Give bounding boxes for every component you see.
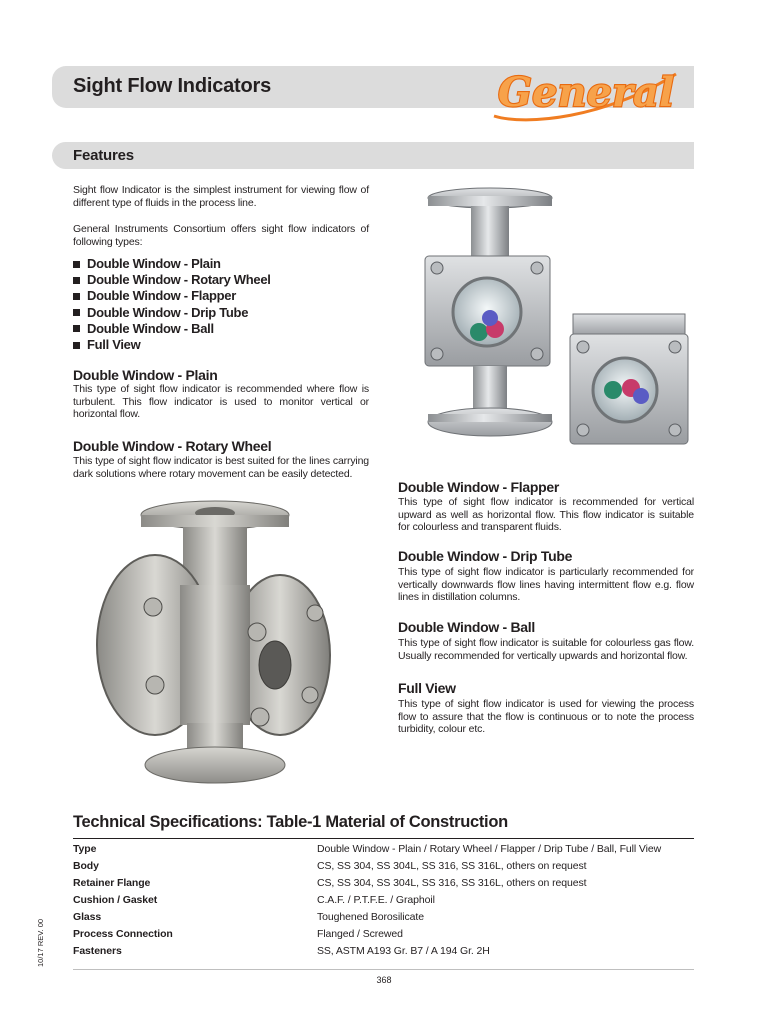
list-item: Double Window - Drip Tube	[73, 305, 271, 321]
list-item: Full View	[73, 337, 271, 353]
intro-paragraph-2: General Instruments Consortium offers sight flow indicators of following types:	[73, 223, 369, 248]
section-text-plain: This type of sight flow indicator is recommended where flow is turbulent. This flow indicator is used to monitor vertical or horizontal flow.	[73, 383, 369, 421]
section-title-plain: Double Window - Plain	[73, 367, 218, 383]
table-row: Cushion / Gasket C.A.F. / P.T.F.E. / Graphoil	[73, 893, 435, 906]
specs-title: Technical Specifications: Table-1 Material of Construction	[73, 813, 508, 831]
features-band	[52, 142, 694, 169]
product-image-double-window	[415, 182, 695, 452]
page-number: 368	[376, 975, 392, 985]
bullet-square-icon	[73, 261, 80, 268]
section-text-full-view: This type of sight flow indicator is used for viewing the process flow to assure that the flow is continuous or to note the process turbidity, colour etc.	[398, 698, 694, 736]
table-row: Glass Toughened Borosilicate	[73, 910, 424, 923]
table-row: Type Double Window - Plain / Rotary Wheel / Flapper / Drip Tube / Ball, Full View	[73, 842, 662, 855]
list-item: Double Window - Ball	[73, 321, 271, 337]
section-text-flapper: This type of sight flow indicator is recommended for vertical upward as well as horizontal flow. This flow indicator is suitable for colourless and transparent fluids.	[398, 496, 694, 534]
intro-paragraph-1: Sight flow Indicator is the simplest instrument for viewing flow of different type of fluids in the process line.	[73, 184, 369, 209]
section-text-drip-tube: This type of sight flow indicator is particularly recommended for vertically downwards flow lines having intermittent flow e.g. flow lines in distillation columns.	[398, 566, 694, 604]
section-title-ball: Double Window - Ball	[398, 619, 535, 635]
bullet-square-icon	[73, 293, 80, 300]
table-row: Retainer Flange CS, SS 304, SS 304L, SS 316, SS 316L, others on request	[73, 876, 587, 889]
specs-table	[73, 840, 694, 959]
list-item: Double Window - Flapper	[73, 288, 271, 304]
section-title-rotary: Double Window - Rotary Wheel	[73, 438, 272, 454]
section-title-full-view: Full View	[398, 680, 456, 696]
types-list	[73, 256, 271, 353]
bullet-square-icon	[73, 277, 80, 284]
section-title-drip-tube: Double Window - Drip Tube	[398, 548, 573, 564]
table-row: Fasteners SS, ASTM A193 Gr. B7 / A 194 Gr. 2H	[73, 944, 490, 957]
logo-graphic	[486, 56, 686, 136]
footer-rule	[73, 969, 694, 970]
brand-logo	[486, 56, 686, 136]
bullet-square-icon	[73, 325, 80, 332]
features-heading: Features	[73, 147, 134, 164]
logo-text: General	[497, 69, 675, 116]
bullet-square-icon	[73, 342, 80, 349]
product-image-full-view	[95, 495, 335, 795]
revision-label: 10/17 REV. 00	[36, 918, 45, 967]
section-text-ball: This type of sight flow indicator is suitable for colourless gas flow. Usually recommended for vertically upwards and horizontal flow.	[398, 637, 694, 662]
specs-rule	[73, 838, 694, 839]
page-title: Sight Flow Indicators	[73, 75, 272, 97]
section-text-rotary: This type of sight flow indicator is best suited for the lines carrying dark solutions where rotary movement can be easily detected.	[73, 455, 369, 480]
section-title-flapper: Double Window - Flapper	[398, 479, 559, 495]
table-row: Process Connection Flanged / Screwed	[73, 927, 403, 940]
list-item: Double Window - Plain	[73, 256, 271, 272]
bullet-square-icon	[73, 309, 80, 316]
list-item: Double Window - Rotary Wheel	[73, 272, 271, 288]
table-row: Body CS, SS 304, SS 304L, SS 316, SS 316L, others on request	[73, 859, 587, 872]
